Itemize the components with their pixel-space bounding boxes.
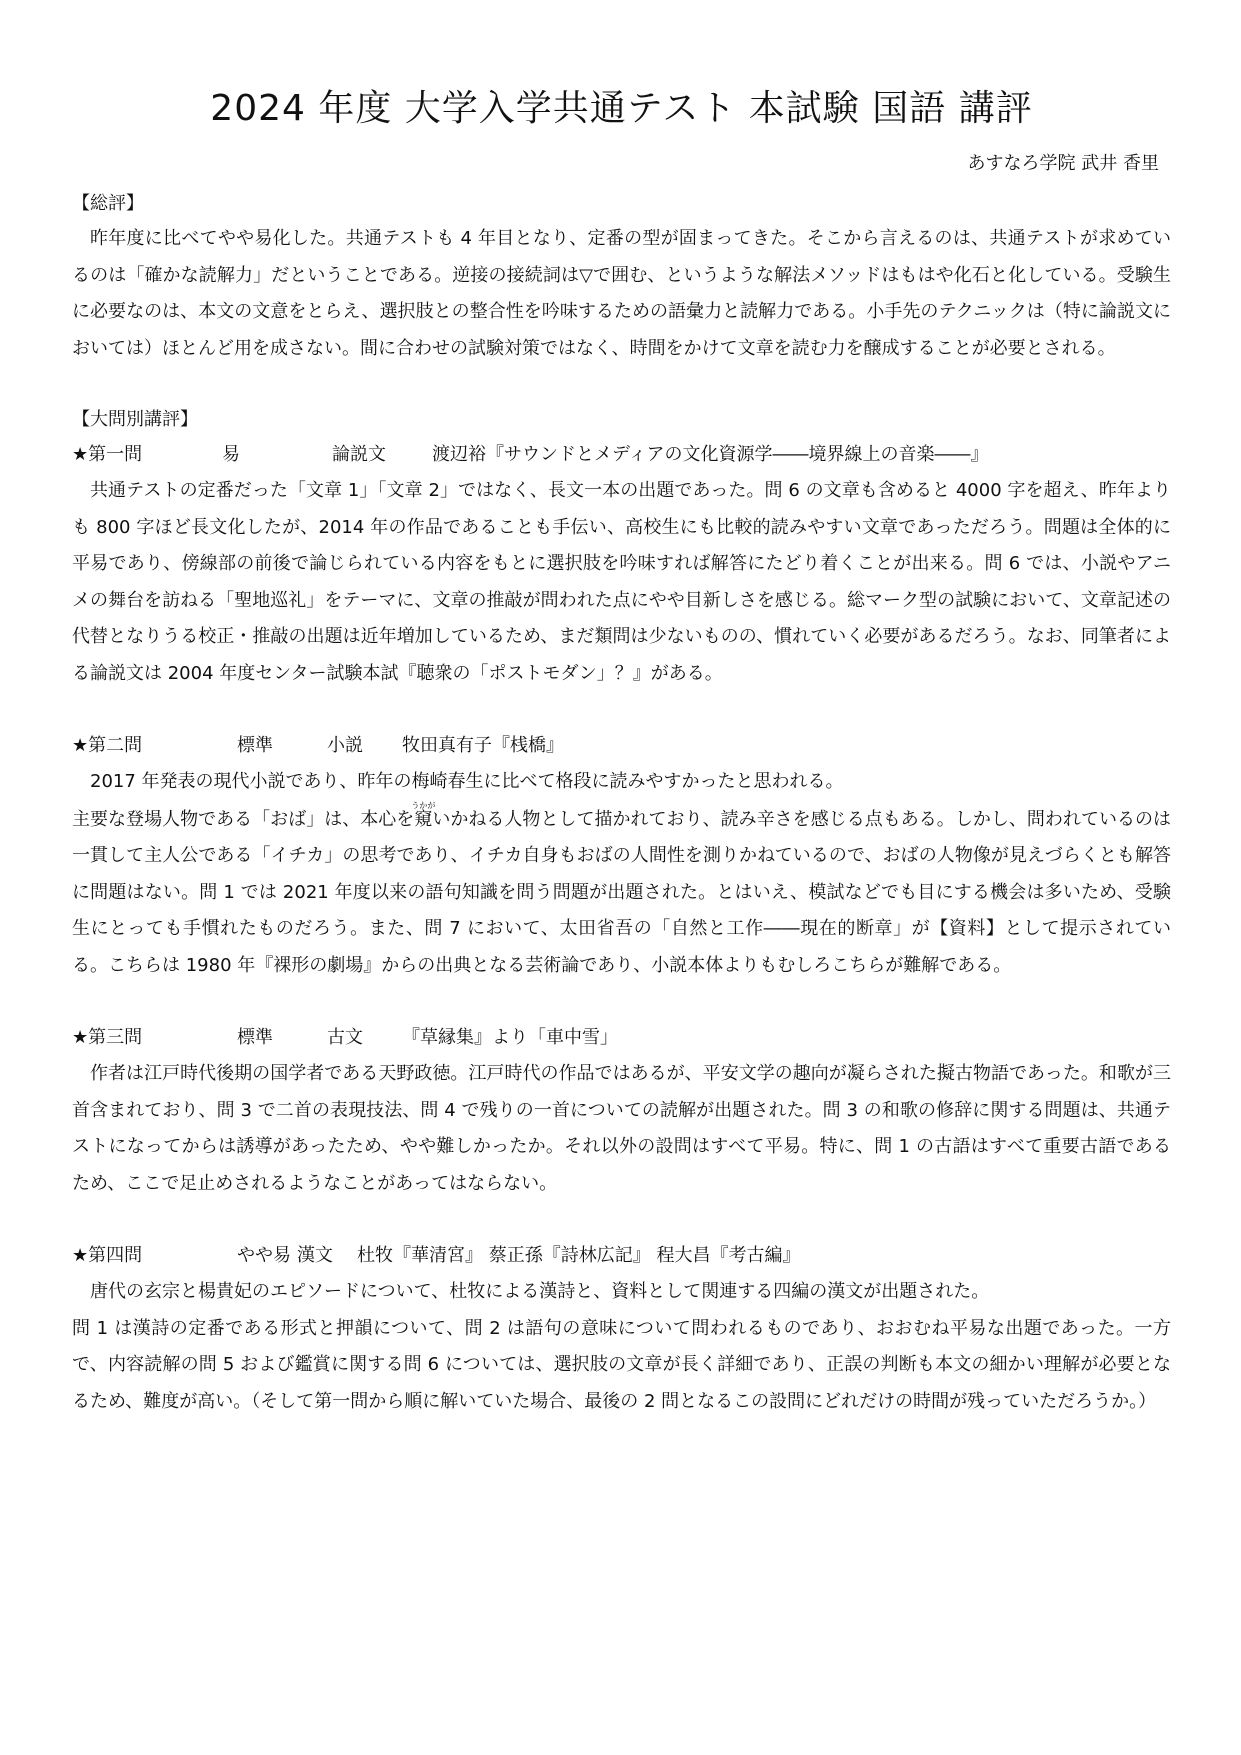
- genre: 小説: [327, 735, 363, 756]
- source-title: 牧田真有子『桟橋』: [402, 735, 564, 756]
- spacer: [72, 1202, 1171, 1238]
- difficulty-level: やや易: [237, 1245, 291, 1266]
- source-title: 杜牧『華清宮』 蔡正孫『詩林広記』 程大昌『考古編』: [357, 1245, 801, 1266]
- by-question-heading: 【大問別講評】: [72, 409, 198, 430]
- question-number: ★第三問: [72, 1027, 143, 1048]
- question-2-body-2: [72, 801, 1171, 985]
- question-2-body-1: 2017 年発表の現代小説であり、昨年の梅崎春生に比べて格段に読みやすかったと思われる。: [90, 771, 844, 792]
- ruby-base: 窺: [411, 808, 436, 830]
- difficulty-level: 易: [222, 444, 240, 465]
- question-number: ★第二問: [72, 735, 143, 756]
- question-number: ★第四問: [72, 1245, 143, 1266]
- ruby-reading: うかが: [411, 800, 436, 810]
- general-body: 昨年度に比べてやや易化した。共通テストも 4 年目となり、定番の型が固まってきた。そこから言えるのは、共通テストが求めているのは「確かな読解力」だということである。逆接の接続詞は▽で囲む、というような解法メソッドはもはや化石と化している。受験生に必要なのは、本文の文意をとらえ、選択肢との整合性を吟味するための語彙力と読解力である。小手先のテクニックは（特に論説文においては）ほとんど用を成さない。間に合わせの試験対策ではなく、時間をかけて文章を読む力を醸成することが必要とされる。: [72, 228, 1171, 359]
- page-title: 2024 年度 大学入学共通テスト 本試験 国語 講評: [210, 88, 1033, 129]
- text-segment: 主要な登場人物である「おば」は、本心を: [72, 808, 415, 830]
- spacer: [72, 692, 1171, 728]
- general-heading: 【総評】: [72, 193, 144, 214]
- question-1-header: [72, 437, 1171, 473]
- ruby-word: [411, 800, 436, 830]
- question-number: ★第一問: [72, 444, 143, 465]
- genre: 論説文: [332, 444, 386, 465]
- author-line: あすなろ学院 武井 香里: [967, 153, 1159, 174]
- question-4-header: [72, 1238, 1171, 1274]
- question-1-body: 共通テストの定番だった「文章 1」「文章 2」ではなく、長文一本の出題であった。問 6 の文章も含めると 4000 字を超え、昨年よりも 800 字ほど長文化したが、2014 年の作品であることも手伝い、高校生にも比較的読みやすい文章であっただろう。問題は全体的に平易であり、傍線部の前後で論じられている内容をもとに選択肢を吟味すれば解答にたどり着くことが出来る。問 6 では、小説やアニメの舞台を訪ねる「聖地巡礼」をテーマに、文章の推敲が問われた点にやや目新しさを感じる。総マーク型の試験において、文章記述の代替となりうる校正・推敲の出題は近年増加しているため、まだ類問は少ないものの、慣れていく必要があるだろう。なお、同筆者による論説文は 2004 年度センター試験本試『聴衆の「ポストモダン」？』がある。: [72, 480, 1171, 684]
- genre: 古文: [327, 1027, 363, 1048]
- question-3-header: [72, 1020, 1171, 1056]
- source-title: 『草縁集』より「車中雪」: [402, 1027, 618, 1048]
- question-4-body-1: 唐代の玄宗と楊貴妃のエピソードについて、杜牧による漢詩と、資料として関連する四編の漢文が出題された。: [90, 1281, 990, 1302]
- question-3-body: 作者は江戸時代後期の国学者である天野政徳。江戸時代の作品ではあるが、平安文学の趣向が凝らされた擬古物語であった。和歌が三首含まれており、問 3 で二首の表現技法、問 4 で残りの一首についての読解が出題された。問 3 の和歌の修辞に関する問題は、共通テストになってからは誘導があったため、やや難しかったか。それ以外の設問はすべて平易。特に、問 1 の古語はすべて重要古語であるため、ここで足止めされるようなことがあってはならない。: [72, 1063, 1171, 1194]
- source-title: 渡辺裕『サウンドとメディアの文化資源学――境界線上の音楽――』: [432, 444, 989, 465]
- genre: 漢文: [297, 1245, 333, 1266]
- question-2-header: [72, 728, 1171, 764]
- spacer: [72, 367, 1171, 403]
- spacer: [72, 984, 1171, 1020]
- difficulty-level: 標準: [237, 735, 273, 756]
- text-segment: いかねる人物として描かれており、読み辛さを感じる点もある。しかし、問われているのは一貫して主人公である「イチカ」の思考であり、イチカ自身もおばの人間性を測りかねているので、おばの人物像が見えづらくとも解答に問題はない。問 1 では 2021 年度以来の語句知識を問う問題が出題された。とはいえ、模試などでも目にする機会は多いため、受験生にとっても手慣れたものだろう。また、問 7 において、太田省吾の「自然と工作――現在的断章」が【資料】として提示されている。こちらは 1980 年『裸形の劇場』からの出典となる芸術論であり、小説本体よりもむしろこちらが難解である。: [72, 808, 1172, 976]
- question-4-body-2: 問 1 は漢詩の定番である形式と押韻について、問 2 は語句の意味について問われるものであり、おおむね平易な出題であった。一方で、内容読解の問 5 および鑑賞に関する問 6 については、選択肢の文章が長く詳細であり、正誤の判断も本文の細かい理解が必要となるため、難度が高い。（そして第一問から順に解いていた場合、最後の 2 問となるこの設問にどれだけの時間が残っていただろうか。）: [72, 1317, 1171, 1412]
- difficulty-level: 標準: [237, 1027, 273, 1048]
